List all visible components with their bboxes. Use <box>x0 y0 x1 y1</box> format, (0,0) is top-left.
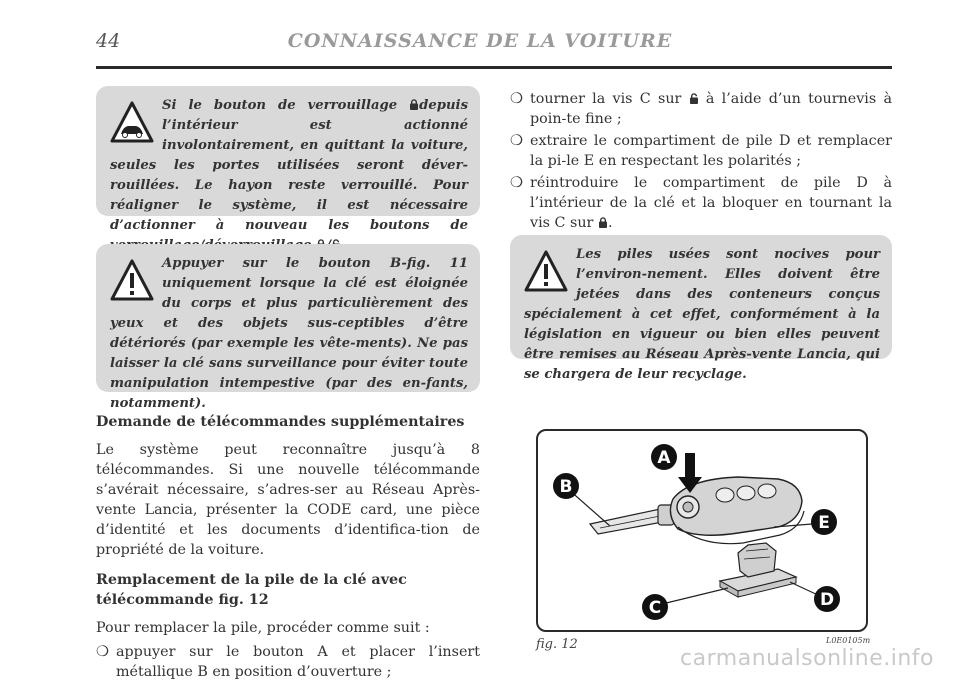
label-c: C <box>648 598 662 618</box>
battery-cell <box>738 543 776 577</box>
list-item <box>510 173 892 233</box>
warning-box-lock-button <box>96 86 480 233</box>
list-item-text: extraire le compartiment de pile D et remplacer la pi-le E en respectant les polarités ; <box>530 133 892 169</box>
list-item <box>96 642 480 682</box>
list-item <box>510 131 892 171</box>
warning-2-text: Appuyer sur le bouton B-fig. 11 uniquement lorsque la clé est éloignée du corps et plus particulièrement des yeux et des objets sus-ceptibles d’être détériorés (par exemple les vête-ments). Ne pas laisser la clé sans surveillance pour éviter toute manipulation intempestive (par des en-fants, notamment). <box>110 256 468 411</box>
warning-icon <box>524 249 568 293</box>
page-header-title: CONNAISSANCE DE LA VOITURE <box>287 30 673 52</box>
warning-box-batteries <box>510 235 892 382</box>
figure-code: L0E0105m <box>826 636 871 645</box>
list-item <box>510 89 892 129</box>
warning-1-text-a: Si le bouton de verrouillage <box>162 98 410 113</box>
figure-caption: fig. 12 <box>536 637 578 652</box>
label-b: B <box>559 477 573 497</box>
label-e: E <box>818 513 830 533</box>
warning-3-text: Les piles usées sont nocives pour l’environ-nement. Elles doivent être jetées dans des conteneurs conçus spécialement à cet effet, conformément à la législation en vigueur ou bien elles peuvent être remises au Réseau Après-vente Lancia, qui se chargera de leur recyclage. <box>524 247 880 382</box>
warning-icon <box>110 258 154 302</box>
warning-box-button-b <box>96 244 480 411</box>
bullet-mark: ❍ <box>510 175 523 191</box>
warning-1-text-b: depuis l’intérieur est actionné involontairement, en quittant la voiture, seules les portes utilisées seront déver-rouillées. Le hayon reste verrouillé. Pour réaligner le système, il est nécessaire d’actionner à nouveau les boutons de <box>110 98 468 233</box>
list-item-text: . <box>607 215 613 231</box>
figure-12-frame <box>536 429 868 632</box>
list-item-text: tourner la vis C sur <box>530 91 689 107</box>
lock-icon <box>598 217 608 228</box>
unlock-icon <box>689 93 699 104</box>
label-a: A <box>657 448 671 468</box>
bullet-mark: ❍ <box>96 644 109 660</box>
bullet-mark: ❍ <box>510 133 523 149</box>
section-heading-additional-remotes: Demande de télécommandes supplémentaires <box>96 414 465 430</box>
label-d: D <box>819 590 835 610</box>
left-column <box>96 412 480 682</box>
paragraph-procedure-intro: Pour remplacer la pile, procéder comme suit : <box>96 620 430 636</box>
list-item-text: réintroduire le compartiment de pile D à l’intérieur de la clé et la bloquer en tournant la vis C sur <box>530 175 892 231</box>
warning-car-icon <box>110 100 154 144</box>
header-rule <box>96 66 892 69</box>
bullet-mark: ❍ <box>510 91 523 107</box>
page-number: 44 <box>96 30 121 52</box>
paragraph-additional-remotes: Le système peut reconnaître jusqu’à 8 télécommandes. Si une nouvelle télécommande s’avérait nécessaire, s’adres-ser au Réseau Après-vente Lancia, présenter la CODE card, une pièce d’identité et les documents d’identifica-tion de propriété de la voiture. <box>96 442 480 558</box>
list-item-text: appuyer sur le bouton A et placer l’insert métallique B en position d’ouverture ; <box>116 644 480 680</box>
key-battery-illustration <box>538 431 866 630</box>
right-column <box>510 89 892 233</box>
lock-icon <box>409 99 419 110</box>
list-item-text: à l’aide d’un tournevis à poin-te fine ; <box>530 91 892 127</box>
leader-line-c <box>658 588 728 605</box>
watermark: carmanualsonline.info <box>680 646 934 671</box>
section-heading-battery-replacement: Remplacement de la pile de la clé avec télécommande fig. 12 <box>96 572 407 608</box>
